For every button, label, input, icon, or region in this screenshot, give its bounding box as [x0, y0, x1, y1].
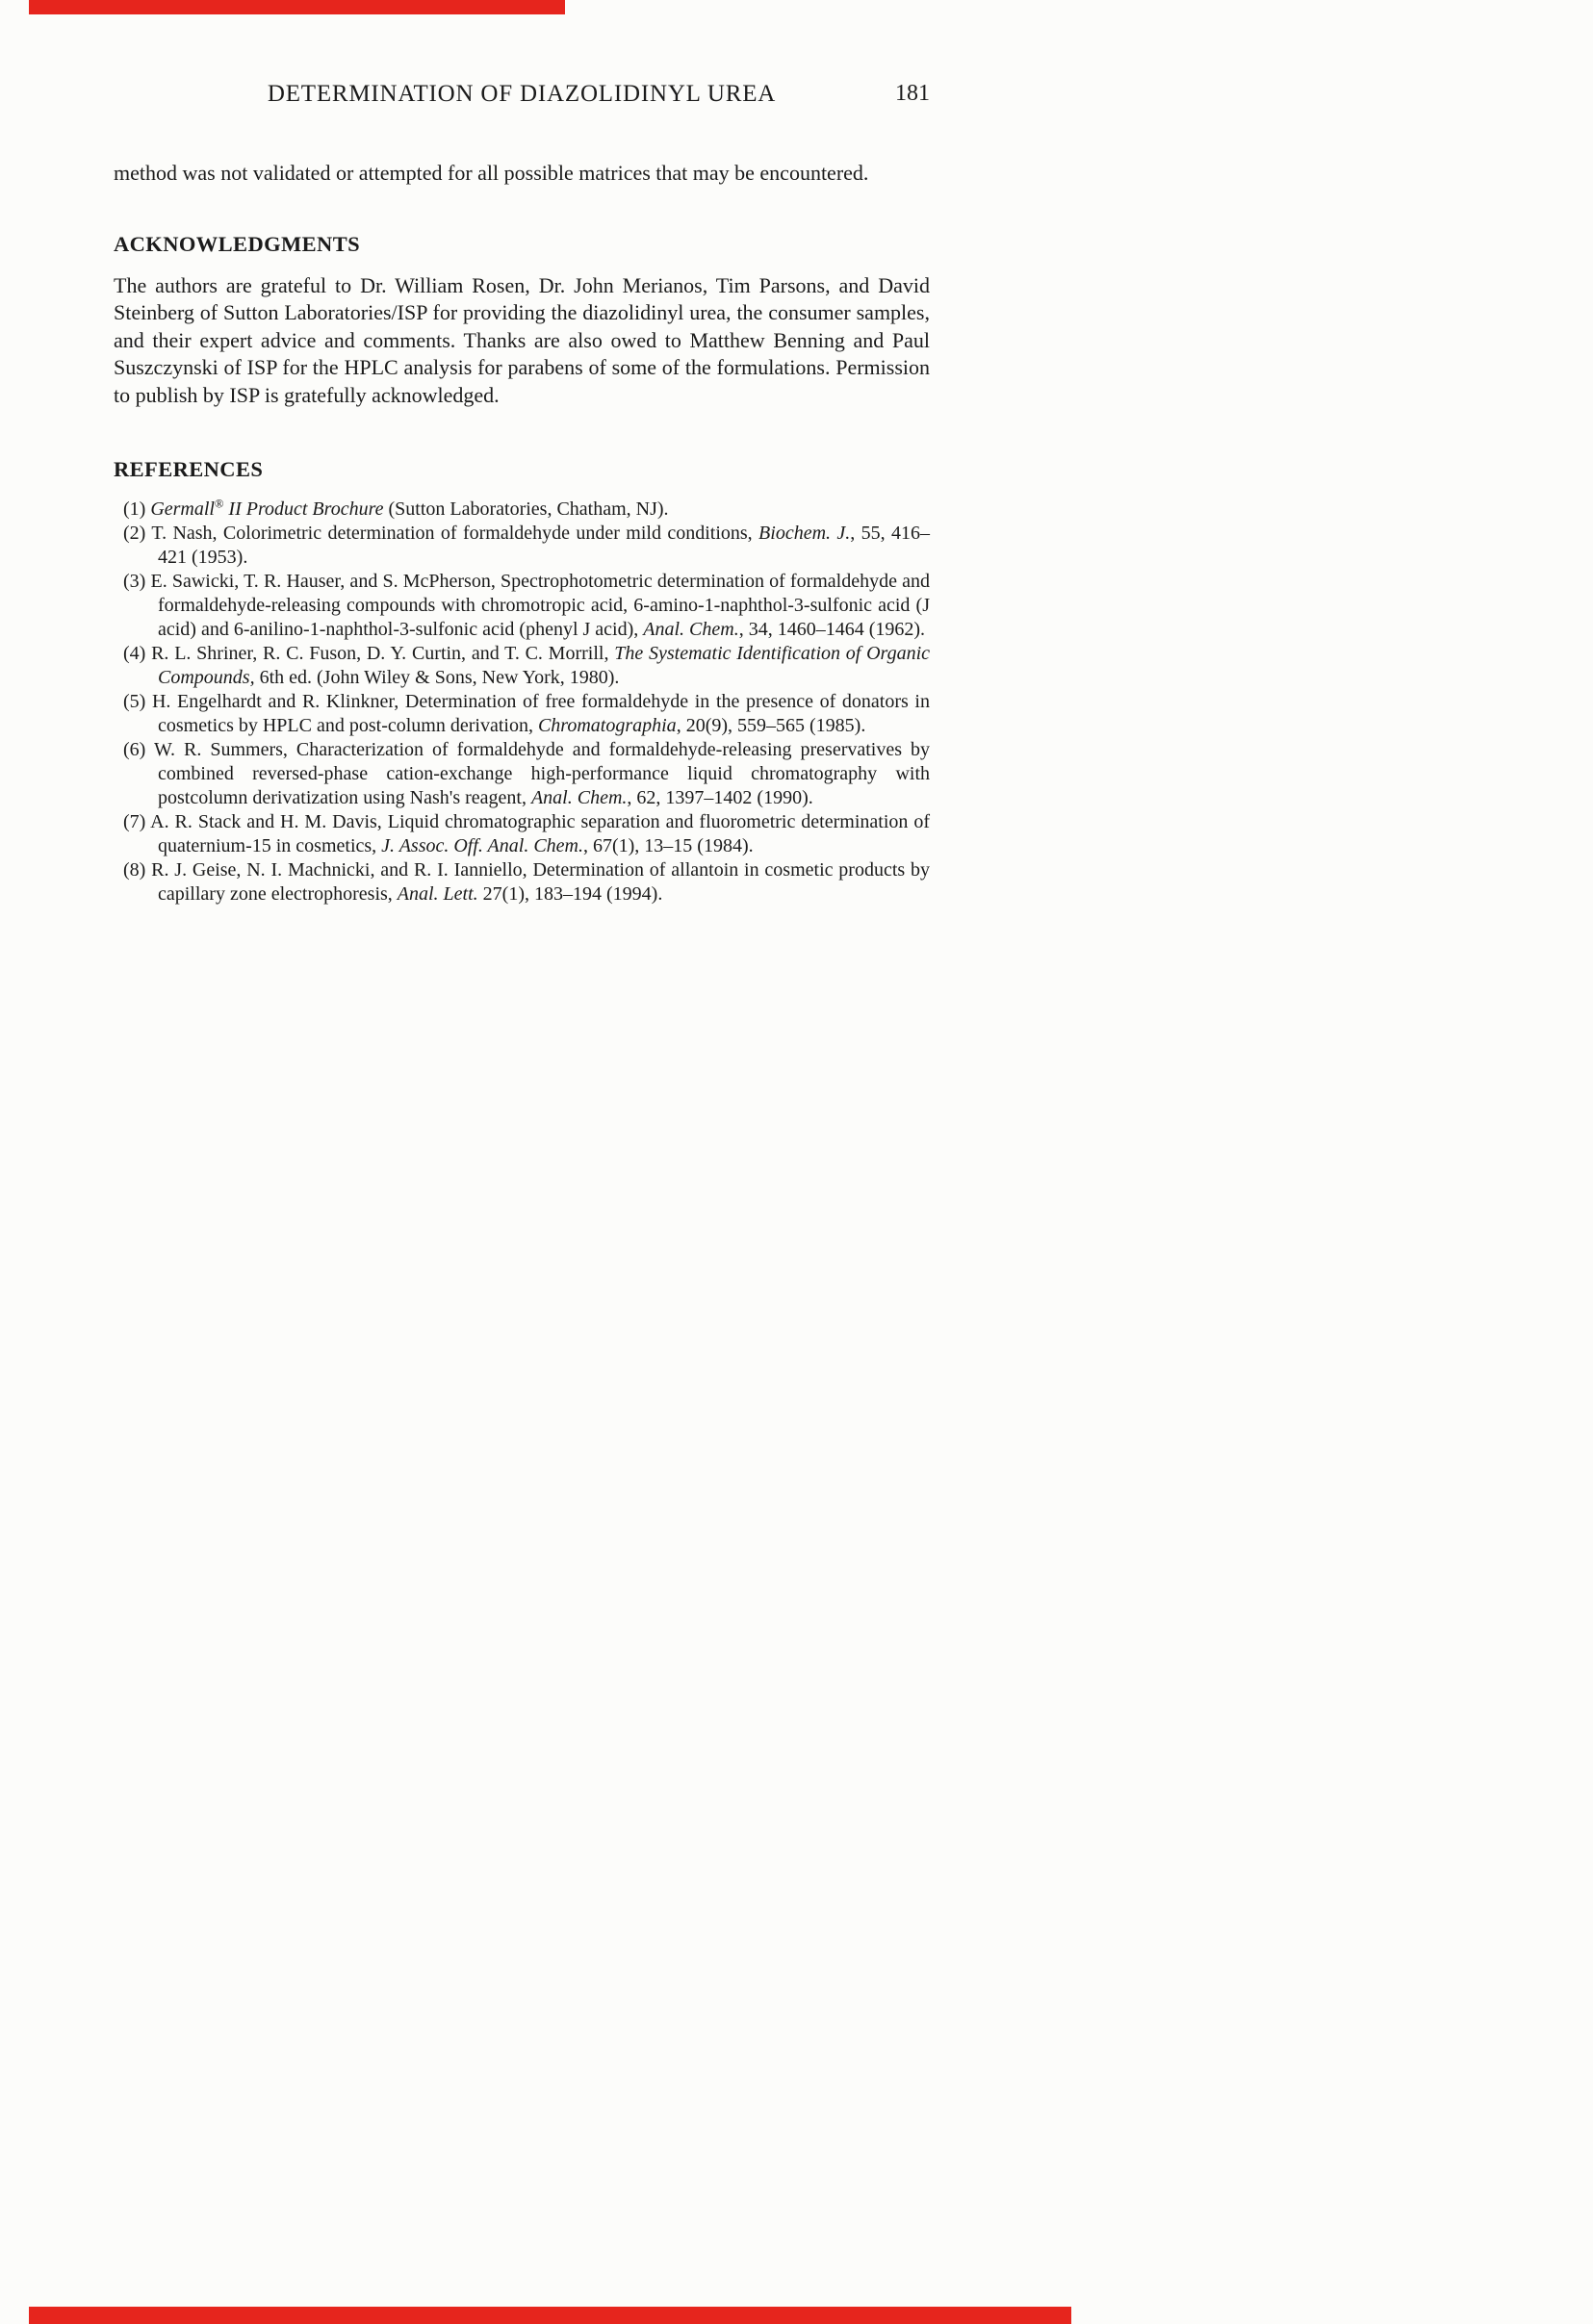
reference-text: R. L. Shriner, R. C. Fuson, D. Y. Curtin, and T. C. Morrill, The Systematic Identification of Organic Compounds, 6th ed. (John Wiley & Sons, New York, 1980). — [151, 643, 931, 688]
reference-item — [123, 810, 930, 858]
reference-text: A. R. Stack and H. M. Davis, Liquid chromatographic separation and fluorometric determination of quaternium-15 in cosmetics, J. Assoc. Off. Anal. Chem., 67(1), 13–15 (1984). — [150, 811, 930, 856]
page — [114, 0, 930, 907]
reference-number: (8) — [123, 859, 146, 881]
reference-number: (3) — [123, 571, 146, 592]
reference-text: H. Engelhardt and R. Klinkner, Determination of free formaldehyde in the presence of donators in cosmetics by HPLC and post-column derivation, Chromatographia, 20(9), 559–565 (1985). — [151, 691, 930, 736]
reference-number: (2) — [123, 523, 146, 544]
reference-text: T. Nash, Colorimetric determination of formaldehyde under mild conditions, Biochem. J., 55, 416–421 (1953). — [151, 523, 931, 568]
reference-text: W. R. Summers, Characterization of formaldehyde and formaldehyde-releasing preservatives by combined reversed-phase cation-exchange high-performance liquid chromatography with postcolumn derivatization using Nash's reagent, Anal. Chem., 62, 1397–1402 (1990). — [153, 739, 931, 808]
reference-text: E. Sawicki, T. R. Hauser, and S. McPherson, Spectrophotometric determination of formaldehyde and formaldehyde-releasing compounds with chromotropic acid, 6-amino-1-naphthol-3-sulfonic acid (J acid) and 6-anilino-1-naphthol-3-sulfonic acid (phenyl J acid), Anal. Chem., 34, 1460–1464 (1962). — [150, 571, 931, 640]
reference-item — [123, 570, 930, 642]
reference-number: (5) — [123, 691, 146, 712]
reference-text: R. J. Geise, N. I. Machnicki, and R. I. Ianniello, Determination of allantoin in cosmetic products by capillary zone electrophoresis, Anal. Lett. 27(1), 183–194 (1994). — [151, 859, 930, 905]
scan-artifact-bottom — [29, 2307, 1071, 2324]
reference-number: (6) — [123, 739, 146, 760]
page-title: DETERMINATION OF DIAZOLIDINYL UREA — [267, 81, 777, 107]
continuation-paragraph: method was not validated or attempted for all possible matrices that may be encountered. — [114, 161, 869, 185]
reference-item — [123, 498, 930, 522]
reference-item — [123, 690, 930, 738]
reference-item — [123, 858, 930, 907]
running-head — [114, 81, 930, 115]
page-number: 181 — [895, 81, 930, 106]
reference-number: (1) — [123, 498, 146, 520]
references-heading: REFERENCES — [114, 457, 264, 481]
reference-number: (4) — [123, 643, 146, 664]
reference-number: (7) — [123, 811, 146, 832]
reference-text: Germall® II Product Brochure (Sutton Laboratories, Chatham, NJ). — [150, 497, 669, 520]
acknowledgments-paragraph: The authors are grateful to Dr. William Rosen, Dr. John Merianos, Tim Parsons, and David Steinberg of Sutton Laboratories/ISP for providing the diazolidinyl urea, the consumer samples, and their expert advice and comments. Thanks are also owed to Matthew Benning and Paul Suszczynski of ISP for the HPLC analysis for parabens of some of the formulations. Permission to publish by ISP is gratefully acknowledged. — [114, 272, 930, 407]
acknowledgments-heading: ACKNOWLEDGMENTS — [114, 231, 361, 256]
reference-item — [123, 642, 930, 690]
reference-list — [114, 498, 930, 907]
reference-item — [123, 738, 930, 810]
reference-item — [123, 522, 930, 570]
